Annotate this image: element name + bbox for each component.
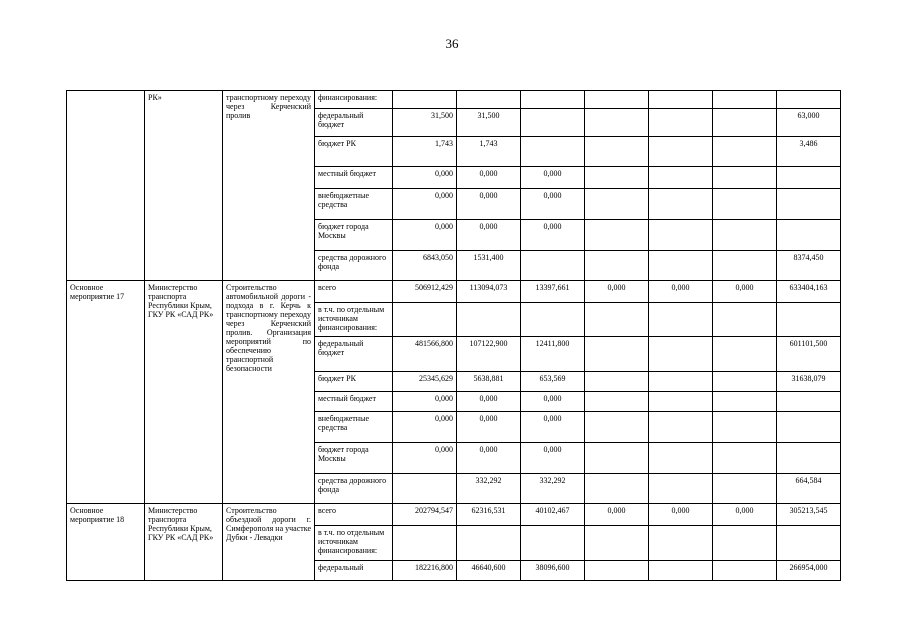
value-cell [393,474,457,504]
value-cell: 506912,429 [393,281,457,303]
value-cell [649,189,713,220]
value-cell [585,412,649,443]
value-cell [777,303,841,337]
value-cell [649,220,713,251]
value-cell [649,561,713,581]
value-cell [521,251,585,281]
value-cell [713,372,777,392]
value-cell [649,526,713,561]
value-cell: 332,292 [521,474,585,504]
value-cell [521,109,585,137]
funding-source-cell: финансирования: [315,91,393,109]
funding-source-cell: в т.ч. по отдельным источникам финансирования: [315,303,393,337]
value-cell: 0,000 [649,281,713,303]
funding-source-cell: бюджет РК [315,137,393,167]
value-cell [585,443,649,474]
value-cell: 3,486 [777,137,841,167]
value-cell [521,526,585,561]
description-cell: Строительство объездной дороги г. Симферополя на участке Дубки - Левадки [223,504,315,581]
value-cell [713,137,777,167]
value-cell [713,412,777,443]
value-cell: 62316,531 [457,504,521,526]
funding-source-cell: средства дорожного фонда [315,474,393,504]
value-cell: 0,000 [457,220,521,251]
value-cell: 633404,163 [777,281,841,303]
value-cell: 266954,000 [777,561,841,581]
value-cell [585,337,649,372]
value-cell [713,303,777,337]
value-cell [585,220,649,251]
value-cell [457,303,521,337]
value-cell [713,251,777,281]
value-cell: 113094,073 [457,281,521,303]
value-cell: 0,000 [393,392,457,412]
value-cell: 664,584 [777,474,841,504]
value-cell: 0,000 [521,189,585,220]
value-cell: 13397,661 [521,281,585,303]
value-cell [777,189,841,220]
value-cell [585,91,649,109]
value-cell [713,392,777,412]
value-cell: 305213,545 [777,504,841,526]
value-cell [649,109,713,137]
value-cell [649,392,713,412]
value-cell: 0,000 [393,220,457,251]
executor-cell: РК» [145,91,223,281]
value-cell [585,189,649,220]
value-cell: 0,000 [393,167,457,189]
value-cell: 31,500 [393,109,457,137]
value-cell [649,337,713,372]
value-cell [649,167,713,189]
funding-source-cell: федеральный бюджет [315,109,393,137]
measure-name-cell [67,91,145,281]
value-cell: 332,292 [457,474,521,504]
value-cell [713,526,777,561]
value-cell [521,91,585,109]
value-cell: 0,000 [521,443,585,474]
value-cell: 0,000 [393,443,457,474]
value-cell [713,474,777,504]
value-cell [585,137,649,167]
funding-source-cell: всего [315,504,393,526]
value-cell [585,303,649,337]
value-cell: 25345,629 [393,372,457,392]
funding-source-cell: внебюджетные средства [315,412,393,443]
value-cell [393,526,457,561]
measure-name-cell: Основное мероприятие 18 [67,504,145,581]
value-cell [713,109,777,137]
value-cell [777,167,841,189]
value-cell: 0,000 [713,281,777,303]
value-cell [585,167,649,189]
funding-source-cell: федеральный [315,561,393,581]
funding-source-cell: бюджет города Москвы [315,220,393,251]
measure-name-cell: Основное мероприятие 17 [67,281,145,504]
value-cell: 38096,600 [521,561,585,581]
value-cell [585,526,649,561]
value-cell [585,474,649,504]
funding-source-cell: местный бюджет [315,392,393,412]
value-cell: 0,000 [457,189,521,220]
value-cell: 0,000 [521,167,585,189]
description-cell: Строительство автомобильной дороги - подхода в г. Керчь к транспортному переходу через Керченский пролив. Организация мероприятий по обеспечению транспортной безопасности [223,281,315,504]
value-cell: 202794,547 [393,504,457,526]
value-cell: 0,000 [457,392,521,412]
value-cell: 40102,467 [521,504,585,526]
value-cell: 0,000 [585,281,649,303]
value-cell [713,189,777,220]
value-cell: 0,000 [585,504,649,526]
value-cell [521,137,585,167]
value-cell [649,412,713,443]
value-cell [393,91,457,109]
funding-source-cell: бюджет города Москвы [315,443,393,474]
value-cell: 0,000 [457,412,521,443]
value-cell [713,561,777,581]
value-cell [777,443,841,474]
value-cell [713,443,777,474]
value-cell: 31,500 [457,109,521,137]
value-cell: 0,000 [521,220,585,251]
financing-table [66,90,841,581]
value-cell [585,109,649,137]
value-cell: 0,000 [521,392,585,412]
value-cell [713,91,777,109]
value-cell: 601101,500 [777,337,841,372]
value-cell [713,167,777,189]
value-cell [713,337,777,372]
funding-source-cell: местный бюджет [315,167,393,189]
value-cell [649,474,713,504]
value-cell [777,220,841,251]
value-cell: 481566,800 [393,337,457,372]
executor-cell: Министерство транспорта Республики Крым, ГКУ РК «САД РК» [145,281,223,504]
value-cell [649,443,713,474]
value-cell: 0,000 [713,504,777,526]
value-cell [521,303,585,337]
value-cell: 107122,900 [457,337,521,372]
funding-source-cell: в т.ч. по отдельным источникам финансирования: [315,526,393,561]
value-cell: 31638,079 [777,372,841,392]
value-cell [649,137,713,167]
value-cell: 0,000 [393,189,457,220]
value-cell: 6843,050 [393,251,457,281]
value-cell: 653,569 [521,372,585,392]
table-row [67,281,841,303]
value-cell [777,412,841,443]
funding-source-cell: федеральный бюджет [315,337,393,372]
value-cell: 46640,600 [457,561,521,581]
funding-source-cell: всего [315,281,393,303]
value-cell: 182216,800 [393,561,457,581]
value-cell: 0,000 [649,504,713,526]
executor-cell: Министерство транспорта Республики Крым, ГКУ РК «САД РК» [145,504,223,581]
value-cell [649,303,713,337]
value-cell [585,251,649,281]
value-cell: 5638,881 [457,372,521,392]
value-cell [777,91,841,109]
value-cell: 1,743 [457,137,521,167]
value-cell [393,303,457,337]
description-cell: транспортному переходу через Керченский пролив [223,91,315,281]
table-row [67,504,841,526]
value-cell [457,91,521,109]
value-cell [457,526,521,561]
value-cell [649,372,713,392]
value-cell: 0,000 [457,443,521,474]
value-cell: 1,743 [393,137,457,167]
value-cell: 0,000 [393,412,457,443]
value-cell: 63,000 [777,109,841,137]
value-cell [649,251,713,281]
value-cell [585,392,649,412]
value-cell [777,392,841,412]
value-cell [777,526,841,561]
table-row [67,91,841,109]
funding-source-cell: средства дорожного фонда [315,251,393,281]
value-cell: 0,000 [457,167,521,189]
value-cell [713,220,777,251]
value-cell: 12411,800 [521,337,585,372]
funding-source-cell: бюджет РК [315,372,393,392]
table-body [67,91,841,581]
value-cell [585,561,649,581]
value-cell [585,372,649,392]
page-number: 36 [445,36,459,51]
funding-source-cell: внебюджетные средства [315,189,393,220]
value-cell: 0,000 [521,412,585,443]
value-cell [649,91,713,109]
value-cell: 8374,450 [777,251,841,281]
value-cell: 1531,400 [457,251,521,281]
